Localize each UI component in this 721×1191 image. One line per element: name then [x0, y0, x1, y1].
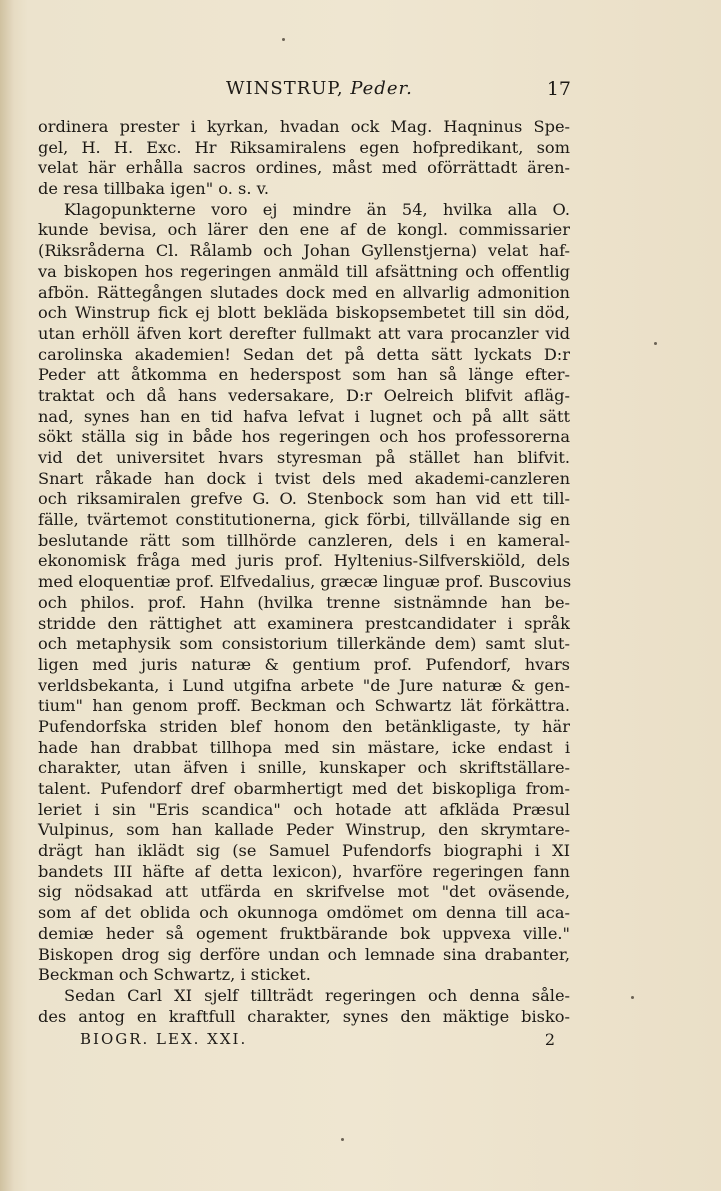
- text-line: Sedan Carl XI sjelf tillträdt regeringen och denna såle-: [64, 985, 570, 1005]
- page-footer: [80, 1030, 555, 1054]
- text-line: sökt ställa sig in både hos regeringen och hos professorerna: [38, 427, 570, 447]
- text-line: talent. Pufendorf dref obarmhertigt med det biskopliga from-: [38, 779, 570, 798]
- text-line: Pufendorfska striden blef honom den betänkligaste, ty här: [38, 716, 570, 736]
- paper-speck: [654, 342, 657, 345]
- text-line: fälle, tvärtemot constitutionerna, gick förbi, tillvällande sig en: [38, 510, 570, 530]
- running-title-given-name: Peder.: [350, 78, 413, 99]
- text-line: gel, H. H. Exc. Hr Riksamiralens egen hofpredikant, som: [38, 137, 570, 157]
- paper-speck: [282, 38, 285, 41]
- text-line: traktat och då hans vedersakare, D:r Oelreich blifvit afläg-: [38, 385, 570, 405]
- sheet-signature: BIOGR. LEX. XXI.: [80, 1030, 248, 1048]
- text-line: bandets III häfte af detta lexicon), hvarföre regeringen fann: [38, 861, 570, 881]
- body-text: [38, 117, 570, 1027]
- text-line: kunde bevisa, och lärer den ene af de kongl. commissarier: [38, 220, 570, 240]
- text-line: vid det universitet hvars styresman på stället han blifvit.: [38, 448, 570, 467]
- text-line: (Riksråderna Cl. Rålamb och Johan Gyllenstjerna) velat haf-: [38, 241, 570, 261]
- running-title-surname: WINSTRUP,: [226, 78, 344, 99]
- text-line: och philos. prof. Hahn (hvilka trenne sistnämnde han be-: [38, 592, 570, 612]
- text-line: leriet i sin "Eris scandica" och hotade att afkläda Præsul: [38, 799, 570, 819]
- text-line: charakter, utan äfven i snille, kunskaper och skriftställare-: [38, 758, 570, 778]
- text-line: verldsbekanta, i Lund utgifna arbete "de Jure naturæ & gen-: [38, 675, 570, 695]
- text-line: beslutande rätt som tillhörde canzleren, dels i en kameral-: [38, 530, 570, 550]
- page-number: 17: [546, 78, 571, 100]
- text-line: Klagopunkterne voro ej mindre än 54, hvilka alla O.: [64, 199, 570, 219]
- text-line: Beckman och Schwartz, i sticket.: [38, 965, 311, 985]
- text-line: som af det oblida och okunnoga omdömet om denna till aca-: [38, 903, 570, 923]
- text-line: de resa tillbaka igen" o. s. v.: [38, 179, 270, 199]
- text-line: Peder att åtkomma en hederspost som han så länge efter-: [38, 365, 570, 385]
- text-line: demiæ heder så ogement fruktbärande bok uppvexa ville.": [38, 923, 570, 943]
- text-line: ordinera prester i kyrkan, hvadan ock Mag. Haqninus Spe-: [38, 117, 570, 136]
- running-title: [226, 78, 413, 99]
- text-line: ligen med juris naturæ & gentium prof. Pufendorf, hvars: [38, 654, 570, 674]
- text-line: hade han drabbat tillhopa med sin mästare, icke endast i: [38, 737, 570, 757]
- text-line: afbön. Rättegången slutades dock med en allvarlig admonition: [38, 282, 570, 302]
- text-line: Biskopen drog sig derföre undan och lemnade sina drabanter,: [38, 944, 570, 964]
- text-line: drägt han iklädt sig (se Samuel Pufendorfs biographi i XI: [38, 841, 570, 861]
- text-line: sig nödsakad att utfärda en skrifvelse mot "det oväsende,: [38, 882, 570, 902]
- text-line: carolinska akademien! Sedan det på detta sätt lyckats D:r: [38, 344, 570, 364]
- text-line: Vulpinus, som han kallade Peder Winstrup, den skrymtare-: [38, 820, 570, 840]
- text-line: Snart råkade han dock i tvist dels med akademi-canzleren: [38, 468, 570, 488]
- text-line: och Winstrup fick ej blott bekläda biskopsembetet till sin död,: [38, 303, 570, 323]
- text-line: stridde den rättighet att examinera prestcandidater i språk: [38, 613, 570, 633]
- page-gutter: [0, 0, 14, 1191]
- text-line: des antog en kraftfull charakter, synes den mäktige bisko-: [38, 1006, 570, 1026]
- text-line: nad, synes han en tid hafva lefvat i lugnet och på allt sätt: [38, 406, 570, 426]
- text-line: va biskopen hos regeringen anmäld till afsättning och offentlig: [38, 261, 570, 281]
- text-line: och metaphysik som consistorium tillerkände dem) samt slut-: [38, 634, 570, 654]
- page-header: [226, 78, 571, 106]
- paper-speck: [631, 996, 634, 999]
- paper-speck: [341, 1138, 344, 1141]
- text-line: och riksamiralen grefve G. O. Stenbock som han vid ett till-: [38, 489, 570, 509]
- text-line: velat här erhålla sacros ordines, måst med oförrättadt ären-: [38, 158, 570, 178]
- text-line: ekonomisk fråga med juris prof. Hyltenius-Silfverskiöld, dels: [38, 551, 570, 571]
- sheet-number: 2: [544, 1030, 555, 1049]
- text-line: utan erhöll äfven kort derefter fullmakt att vara procanzler vid: [38, 323, 570, 343]
- text-line: med eloquentiæ prof. Elfvedalius, græcæ linguæ prof. Buscovius: [38, 572, 572, 592]
- text-line: tium" han genom proff. Beckman och Schwartz lät förkättra.: [38, 696, 570, 716]
